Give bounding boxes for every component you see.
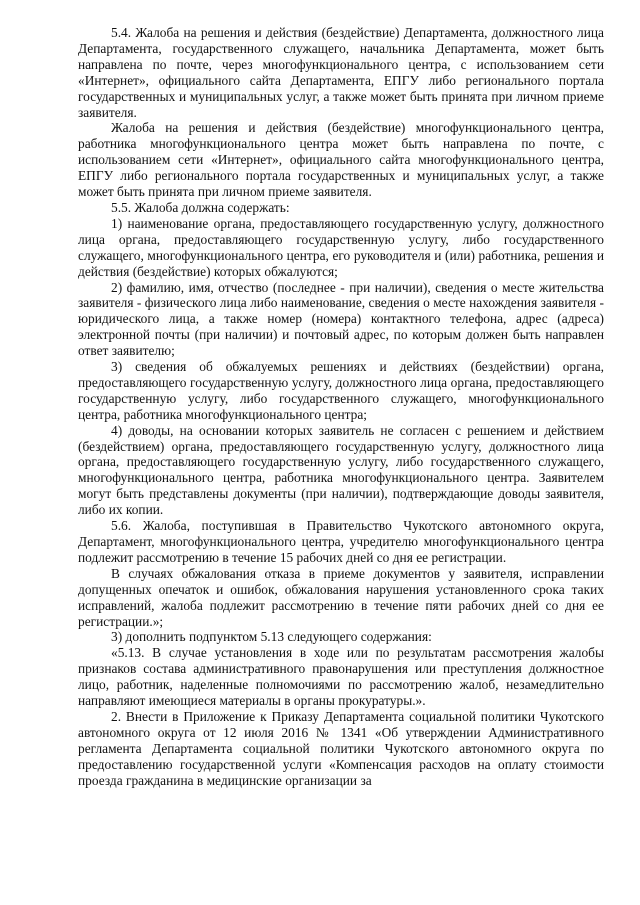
paragraph-refusal-cases: В случаях обжалования отказа в приеме документов у заявителя, исправлении допущенных опечаток и ошибок, обжалования нарушения установленного срока таких исправлений, жалоба подлежит рассмотрению в течение пяти рабочих дней со дня ее регистрации.»; [78,565,604,629]
paragraph-item-2: 2) фамилию, имя, отчество (последнее - при наличии), сведения о месте жительства заявителя - физического лица либо наименование, сведения о месте нахождения заявителя - юридического лица, а также номер (номера) контактного телефона, адрес (адреса) электронной почты (при наличии) и почтовый адрес, по которым должен быть направлен ответ заявителю; [78,279,604,359]
paragraph-mfc-complaint: Жалоба на решения и действия (бездействие) многофункционального центра, работника многофункционального центра может быть направлена по почте, с использованием сети «Интернет», официального сайта многофункционального центра, ЕПГУ либо регионального портала государственных и муниципальных услуг, а также может быть принята при личном приеме заявителя. [78,120,604,200]
paragraph-5-4: 5.4. Жалоба на решения и действия (бездействие) Департамента, должностного лица Департамента, государственного служащего, начальника Департамента, может быть направлена по почте, через многофункционального центра, с использованием сети «Интернет», официального сайта Департамента, ЕПГУ либо регионального портала государственных и муниципальных услуг, а также может быть принята при личном приеме заявителя. [78,25,604,120]
paragraph-item-1: 1) наименование органа, предоставляющего государственную услугу, должностного лица органа, предоставляющего государственную услугу, либо государственного служащего, многофункционального центра, его руководителя и (или) работника, решения и действия (бездействие) которых обжалуются; [78,215,604,279]
paragraph-amend-5-13: 3) дополнить подпунктом 5.13 следующего содержания: [111,629,432,645]
paragraph-item-3: 3) сведения об обжалуемых решениях и действиях (бездействии) органа, предоставляющего государственную услугу, должностного лица органа, предоставляющего государственную услугу, либо государственного служащего, многофункционального центра, работника многофункционального центра; [78,359,604,422]
paragraph-5-5: 5.5. Жалоба должна содержать: [111,199,290,215]
paragraph-section-2: 2. Внести в Приложение к Приказу Департамента социальной политики Чукотского автономного округа от 12 июля 2016 № 1341 «Об утверждении Административного регламента Департамента социальной политики Чукотского автономного округа по предоставлению государственной услуги «Компенсация расходов на оплату стоимости проезда гражданина в медицинские организации за [78,708,604,788]
paragraph-item-4: 4) доводы, на основании которых заявитель не согласен с решением и действием (бездействием) органа, предоставляющего государственную услугу, должностного лица органа, предоставляющего государственную услугу, либо государственного служащего, многофункционального центра, работника многофункционального центра. Заявителем могут быть представлены документы (при наличии), подтверждающие доводы заявителя, либо их копии. [78,422,604,518]
paragraph-5-13: «5.13. В случае установления в ходе или по результатам рассмотрения жалобы признаков состава административного правонарушения или преступления должностное лицо, работник, наделенные полномочиями по рассмотрению жалоб, незамедлительно направляют имеющиеся материалы в органы прокуратуры.». [78,645,604,709]
document-page [78,25,604,789]
paragraph-5-6: 5.6. Жалоба, поступившая в Правительство Чукотского автономного округа, Департамент, многофункционального центра, учредителю многофункционального центра подлежит рассмотрению в течение 15 рабочих дней со дня ее регистрации. [78,518,604,565]
